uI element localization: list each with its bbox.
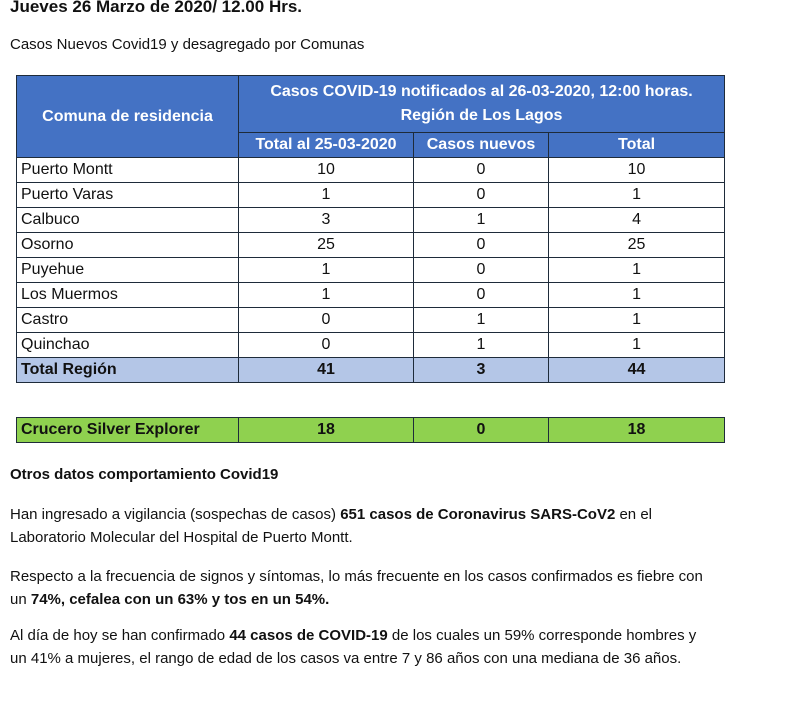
total-cell: 1 xyxy=(549,333,725,358)
new-cases-cell: 1 xyxy=(414,333,549,358)
paragraph-bold-text: 74%, cefalea con un 63% y tos en un 54%. xyxy=(30,591,330,608)
paragraph-symptoms xyxy=(10,565,710,611)
prev-total-cell: 0 xyxy=(239,308,414,333)
comuna-column-header: Comuna de residencia xyxy=(17,76,239,158)
total-cell: 4 xyxy=(549,208,725,233)
total-region-row xyxy=(17,358,725,383)
table-row xyxy=(17,233,725,258)
cruise-new: 0 xyxy=(414,418,549,443)
comuna-cell: Puyehue xyxy=(17,258,239,283)
cruise-table xyxy=(16,417,725,443)
table-row xyxy=(17,333,725,358)
paragraph-text: en el Laboratorio Molecular del Hospital de Puerto Montt. xyxy=(10,506,652,546)
total-cell: 1 xyxy=(549,308,725,333)
total-region-prev: 41 xyxy=(239,358,414,383)
table-row xyxy=(17,208,725,233)
comuna-cell: Puerto Varas xyxy=(17,183,239,208)
prev-total-cell: 1 xyxy=(239,258,414,283)
comuna-cell: Puerto Montt xyxy=(17,158,239,183)
total-region-new: 3 xyxy=(414,358,549,383)
paragraph-text: Han ingresado a vigilancia (sospechas de casos) xyxy=(10,506,341,523)
column-header-total: Total xyxy=(549,133,725,158)
paragraph-text: Al día de hoy se han confirmado xyxy=(10,627,230,644)
page-subtitle: Casos Nuevos Covid19 y desagregado por Comunas xyxy=(10,36,365,53)
new-cases-cell: 0 xyxy=(414,283,549,308)
total-cell: 25 xyxy=(549,233,725,258)
total-region-label: Total Región xyxy=(17,358,239,383)
paragraph-text: Respecto a la frecuencia de signos y síntomas, lo más frecuente en los casos confirmados es fiebre con un xyxy=(10,568,703,608)
new-cases-cell: 0 xyxy=(414,233,549,258)
table-title-line-2: Región de Los Lagos xyxy=(400,107,563,124)
paragraph-confirmed xyxy=(10,624,710,670)
new-cases-cell: 0 xyxy=(414,158,549,183)
comuna-cell: Osorno xyxy=(17,233,239,258)
table-row xyxy=(17,283,725,308)
total-cell: 1 xyxy=(549,258,725,283)
table-title-line-1: Casos COVID-19 notificados al 26-03-2020, 12:00 horas. xyxy=(270,83,693,100)
comuna-cell: Calbuco xyxy=(17,208,239,233)
table-row xyxy=(17,308,725,333)
cruise-label: Crucero Silver Explorer xyxy=(17,418,239,443)
total-cell: 10 xyxy=(549,158,725,183)
new-cases-cell: 1 xyxy=(414,308,549,333)
cruise-prev: 18 xyxy=(239,418,414,443)
comuna-cell: Castro xyxy=(17,308,239,333)
table-row xyxy=(17,258,725,283)
prev-total-cell: 25 xyxy=(239,233,414,258)
covid-cases-table xyxy=(16,75,725,383)
prev-total-cell: 10 xyxy=(239,158,414,183)
prev-total-cell: 1 xyxy=(239,183,414,208)
paragraph-bold-text: 44 casos de COVID-19 xyxy=(229,627,388,644)
new-cases-cell: 0 xyxy=(414,183,549,208)
column-header-new-cases: Casos nuevos xyxy=(414,133,549,158)
section-title: Otros datos comportamiento Covid19 xyxy=(10,466,279,483)
prev-total-cell: 3 xyxy=(239,208,414,233)
table-title xyxy=(239,76,725,133)
paragraph-surveillance xyxy=(10,503,710,549)
column-header-prev-total: Total al 25-03-2020 xyxy=(239,133,414,158)
page-heading: Jueves 26 Marzo de 2020/ 12.00 Hrs. xyxy=(10,0,303,16)
table-row xyxy=(17,158,725,183)
cruise-row xyxy=(17,418,725,443)
total-cell: 1 xyxy=(549,283,725,308)
cruise-total: 18 xyxy=(549,418,725,443)
comuna-cell: Quinchao xyxy=(17,333,239,358)
prev-total-cell: 1 xyxy=(239,283,414,308)
paragraph-bold-text: 651 casos de Coronavirus SARS-CoV2 xyxy=(340,506,616,523)
total-cell: 1 xyxy=(549,183,725,208)
new-cases-cell: 1 xyxy=(414,208,549,233)
new-cases-cell: 0 xyxy=(414,258,549,283)
table-row xyxy=(17,183,725,208)
prev-total-cell: 0 xyxy=(239,333,414,358)
paragraph-text: de los cuales un 59% corresponde hombres y un 41% a mujeres, el rango de edad de los casos va entre 7 y 86 años con una mediana de 36 años. xyxy=(10,627,697,667)
table-title-row xyxy=(17,76,725,133)
total-region-total: 44 xyxy=(549,358,725,383)
comuna-cell: Los Muermos xyxy=(17,283,239,308)
